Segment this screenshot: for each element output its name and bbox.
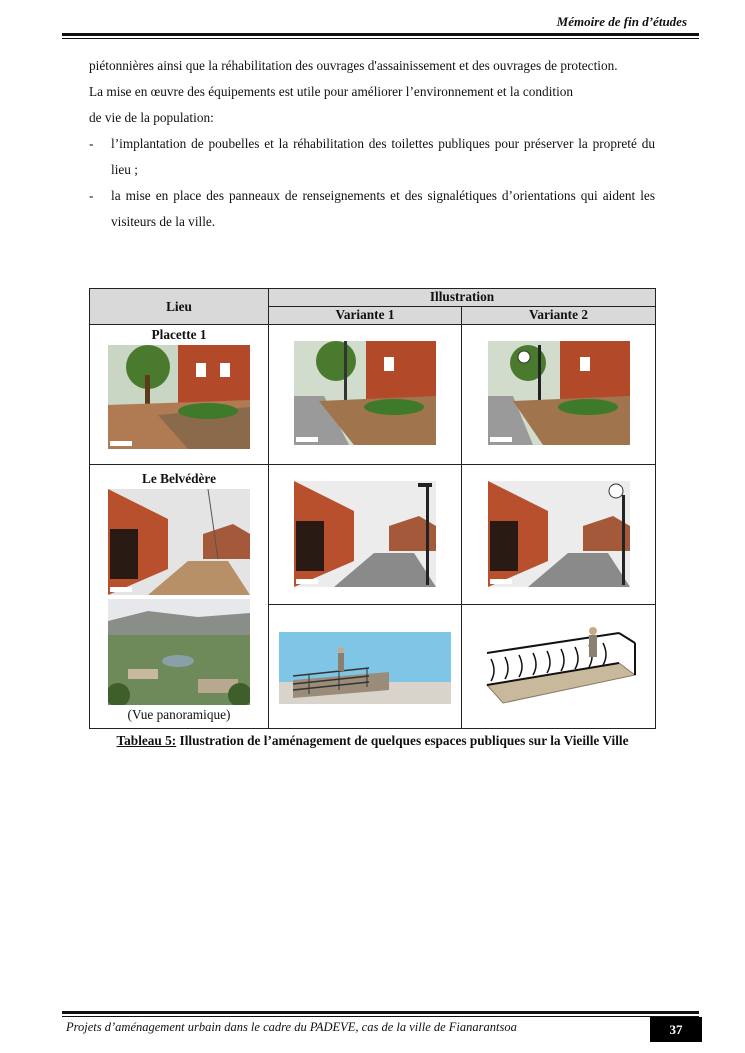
cell-placette-v1 xyxy=(269,325,462,465)
header-lieu: Lieu xyxy=(90,289,269,325)
panorama-caption: (Vue panoramique) xyxy=(127,707,231,722)
row-label-belvedere: Le Belvédère xyxy=(142,471,216,486)
header-variante-1: Variante 1 xyxy=(269,307,462,325)
placette-variant1-render xyxy=(294,341,436,445)
table-caption-label: Tableau 5: xyxy=(116,733,177,748)
belvedere-variant2-render xyxy=(488,481,630,587)
running-footer: Projets d’aménagement urbain dans le cadre du PADEVE, cas de la ville de Fianarantsoa xyxy=(66,1020,517,1034)
header-rule xyxy=(62,33,699,36)
page-number: 37 xyxy=(650,1017,702,1042)
paragraph-2a: La mise en œuvre des équipements est utile pour améliorer l’environnement et la condition xyxy=(89,84,574,99)
bullet-dash: - xyxy=(89,136,94,151)
cell-railing-v2 xyxy=(462,605,656,729)
bullet-item xyxy=(89,183,655,235)
cell-belvedere-v2 xyxy=(462,465,656,605)
cell-railing-v1 xyxy=(269,605,462,729)
cell-placette-existing xyxy=(90,325,269,465)
bullet-item xyxy=(89,131,655,183)
table-caption xyxy=(89,732,656,749)
paragraph-2b: de vie de la population: xyxy=(89,110,214,125)
cell-belvedere-v1 xyxy=(269,465,462,605)
header-variante-2: Variante 2 xyxy=(462,307,656,325)
header-rule-thin xyxy=(62,38,699,39)
illustration-table xyxy=(89,288,656,729)
header-illustration: Illustration xyxy=(269,289,656,307)
bullet-dash: - xyxy=(89,188,94,203)
bullet-text: l’implantation de poubelles et la réhabilitation des toilettes publiques pour préserver la propreté du lieu ; xyxy=(111,136,655,177)
running-header: Mémoire de fin d’études xyxy=(556,14,687,29)
railing-variant2-render xyxy=(479,623,639,713)
cell-belvedere-existing xyxy=(90,465,269,729)
belvedere-variant1-render xyxy=(294,481,436,587)
panorama-photo xyxy=(108,599,250,705)
placette-variant2-render xyxy=(488,341,630,445)
belvedere-street-photo xyxy=(108,489,250,595)
row-label-placette: Placette 1 xyxy=(151,327,207,342)
table-caption-text: Illustration de l’aménagement de quelques espaces publiques sur la Vieille Ville xyxy=(176,733,629,748)
railing-variant1-render xyxy=(279,632,451,704)
cell-placette-v2 xyxy=(462,325,656,465)
body-text xyxy=(89,53,655,235)
placette-existing-photo xyxy=(108,345,250,449)
bullet-text: la mise en place des panneaux de renseignements et des signalétiques d’orientations qui aident les visiteurs de la ville. xyxy=(111,188,655,229)
footer-rule xyxy=(62,1011,699,1014)
paragraph-1: piétonnières ainsi que la réhabilitation des ouvrages d'assainissement et des ouvrages de protection. xyxy=(89,58,618,73)
footer-rule-thin xyxy=(62,1016,699,1017)
